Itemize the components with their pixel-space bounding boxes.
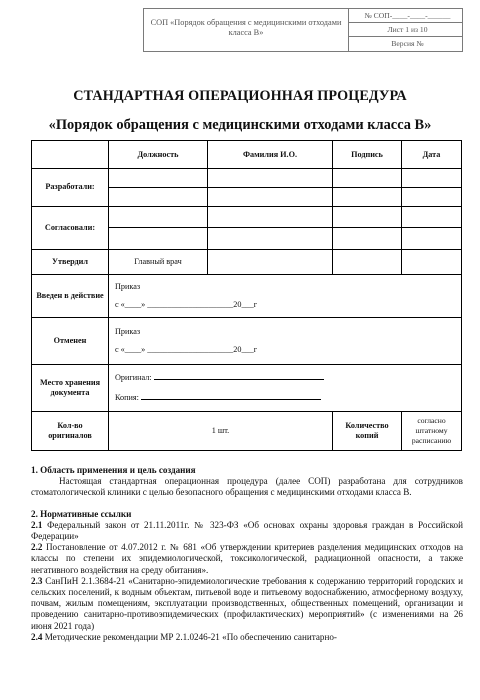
table-cell[interactable] (109, 168, 208, 187)
table-cell[interactable] (402, 187, 462, 206)
reference-item (31, 576, 463, 632)
reference-number: 2.1 (31, 519, 43, 530)
section-1-heading: 1. Область применения и цель создания (31, 465, 196, 475)
table-row (32, 207, 462, 228)
reference-item (31, 542, 463, 576)
storage-original-line (112, 372, 458, 384)
table-cell[interactable] (402, 228, 462, 249)
table-cell[interactable] (208, 228, 333, 249)
document-title: СТАНДАРТНАЯ ОПЕРАЦИОННАЯ ПРОЦЕДУРА (73, 88, 407, 104)
copies-value: согласно штатному расписанию (402, 411, 462, 450)
header-version: Версия № (391, 39, 424, 48)
table-cell[interactable] (402, 168, 462, 187)
table-cell[interactable] (402, 207, 462, 228)
cancelled-date: с «____» _____________________20___г (115, 344, 258, 354)
reference-item (31, 632, 463, 643)
storage-cell[interactable] (109, 364, 462, 411)
table-cell[interactable] (402, 249, 462, 275)
reference-number: 2.2 (31, 542, 43, 553)
reference-text: Федеральный закон от 21.11.2011г. № 323-ФЗ «Об основах охраны здоровья граждан в Российской Федерации» (31, 519, 463, 542)
header-sop-title: СОП «Порядок обращения с медицинскими отходами класса В» (144, 9, 349, 51)
col-header-signature: Подпись (333, 141, 402, 169)
table-cell[interactable] (109, 228, 208, 249)
table-cell[interactable] (333, 207, 402, 228)
row-label-originals: Кол-во оригиналов (32, 411, 109, 450)
row-label-storage: Место хранения документа (32, 364, 109, 411)
table-cell[interactable] (333, 249, 402, 275)
table-cell[interactable] (333, 168, 402, 187)
table-cell[interactable] (109, 187, 208, 206)
table-row (32, 411, 462, 450)
table-cell[interactable] (109, 207, 208, 228)
table-corner-cell (32, 141, 109, 169)
row-label-introduced: Введен в действие (32, 275, 109, 318)
cancelled-cell[interactable] (109, 317, 462, 364)
storage-copy-blank[interactable] (141, 399, 321, 400)
header-meta (349, 9, 462, 51)
col-header-name: Фамилия И.О. (208, 141, 333, 169)
storage-original-label: Оригинал: (115, 372, 152, 382)
storage-copy-label: Копия: (115, 392, 139, 402)
approval-table (31, 140, 462, 451)
section-2-heading: 2. Нормативные ссылки (31, 508, 132, 519)
table-cell[interactable] (333, 187, 402, 206)
introduced-order: Приказ (115, 281, 141, 291)
reference-item (31, 520, 463, 542)
table-cell[interactable] (208, 207, 333, 228)
introduced-cell[interactable] (109, 275, 462, 318)
table-header-row (32, 141, 462, 169)
document-header (143, 8, 463, 52)
table-row (32, 275, 462, 318)
storage-original-blank[interactable] (154, 379, 324, 380)
cancelled-order: Приказ (115, 326, 141, 336)
col-header-date: Дата (402, 141, 462, 169)
row-label-cancelled: Отменен (32, 317, 109, 364)
originals-count: 1 шт. (109, 411, 333, 450)
header-sop-number: № СОП-____-____-______ (349, 9, 462, 23)
approved-position: Главный врач (109, 249, 208, 275)
table-cell[interactable] (333, 228, 402, 249)
reference-text: Постановление от 4.07.2012 г. № 681 «Об утверждении критериев разделения медицинских отходов на классы по степени их эпидемиологической, токсикологической, радиационной опасности, а также негативного воздействия на среду обитания». (31, 542, 463, 575)
copies-label: Количество копий (333, 411, 402, 450)
table-row (32, 364, 462, 411)
reference-text: Методические рекомендации МР 2.1.0246-21 «По обеспечению санитарно- (44, 631, 337, 642)
section-1-text: Настоящая стандартная операционная процедура (далее СОП) разработана для сотрудников стоматологической клиники с целью безопасного обращения с медицинскими отходами класса В. (31, 476, 463, 498)
row-label-agreed: Согласовали: (32, 207, 109, 250)
table-row (32, 317, 462, 364)
storage-copy-line (112, 392, 458, 404)
table-row (32, 168, 462, 187)
reference-number: 2.4 (31, 631, 43, 642)
reference-number: 2.3 (31, 575, 43, 586)
introduced-date: с «____» _____________________20___г (115, 299, 258, 309)
row-label-approved: Утвердил (32, 249, 109, 275)
table-row (32, 249, 462, 275)
col-header-position: Должность (109, 141, 208, 169)
document-subtitle: «Порядок обращения с медицинскими отходами класса В» (48, 117, 432, 133)
table-cell[interactable] (208, 187, 333, 206)
table-cell[interactable] (208, 249, 333, 275)
header-sheet: Лист 1 из 10 (349, 23, 462, 37)
table-cell[interactable] (208, 168, 333, 187)
document-body (31, 465, 463, 643)
row-label-developed: Разработали: (32, 168, 109, 206)
reference-text: СанПиН 2.1.3684-21 «Санитарно-эпидемиологические требования к содержанию территорий городских и сельских поселений, к водным объектам, питьевой воде и питьевому водоснабжению, атмосферному воздуху, почвам, жилым помещениям, эксплуатации производственных, общественных помещений, организации и проведению санитарно-противоэпидемических (профилактических) мероприятий» (с изменениями на 26 июня 2021 года) (31, 575, 463, 631)
